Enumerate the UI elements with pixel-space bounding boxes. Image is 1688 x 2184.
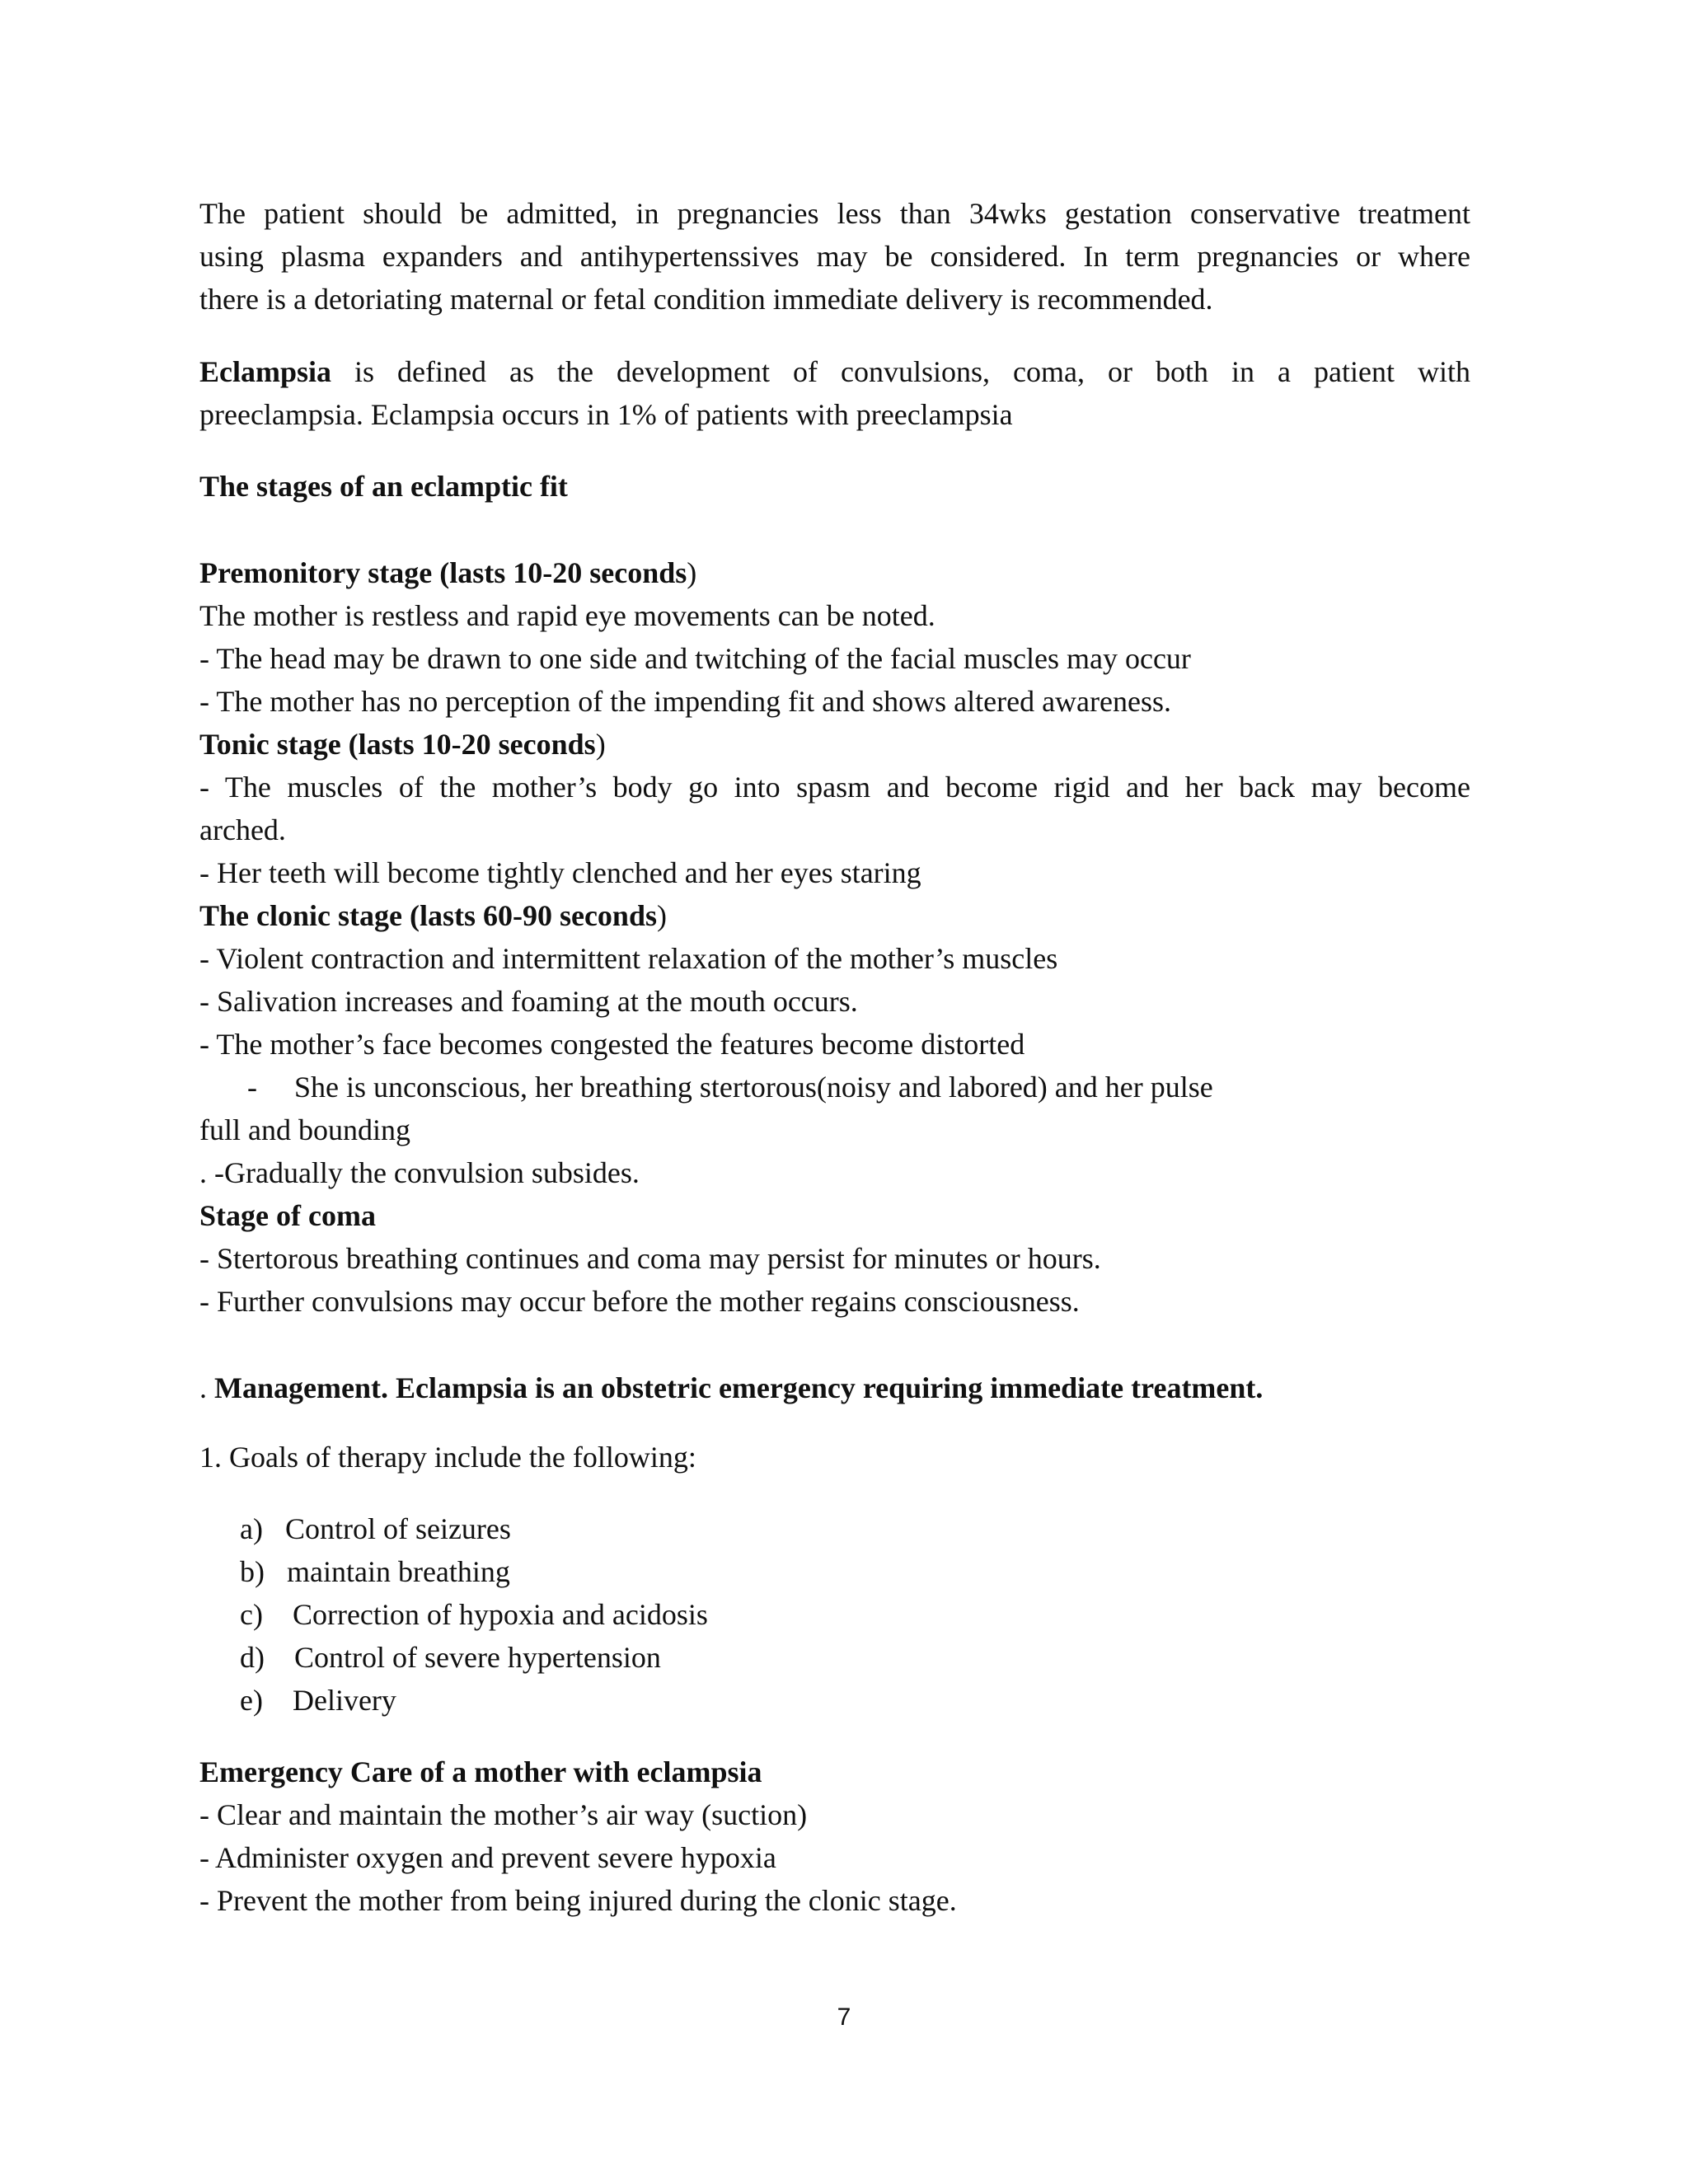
clonic-line: - Violent contraction and intermittent relaxation of the mother’s muscles (199, 942, 1058, 975)
tonic-line-2: arched. (199, 813, 286, 846)
emergency-line: - Administer oxygen and prevent severe hypoxia (199, 1841, 776, 1874)
management-heading (199, 1368, 1263, 1408)
premonitory-heading-tail: ) (687, 556, 697, 589)
goals-list-item: d) Control of severe hypertension (240, 1641, 661, 1674)
tonic-line-1: - The muscles of the mother’s body go into spasm and become rigid and her back may become (199, 771, 1470, 804)
emergency-line: - Clear and maintain the mother’s air way (suction) (199, 1798, 808, 1831)
premonitory-line: - The mother has no perception of the impending fit and shows altered awareness. (199, 685, 1171, 718)
clonic-line: - Salivation increases and foaming at the mouth occurs. (199, 985, 858, 1018)
management-heading-text: Management. Eclampsia is an obstetric emergency requiring immediate treatment. (214, 1371, 1264, 1404)
goals-intro: 1. Goals of therapy include the following: (199, 1441, 696, 1474)
goals-list-item: b) maintain breathing (240, 1555, 510, 1588)
clonic-line-subsides: . -Gradually the convulsion subsides. (199, 1156, 640, 1189)
emergency-line: - Prevent the mother from being injured during the clonic stage. (199, 1884, 957, 1917)
intro-line-1: The patient should be admitted, in pregnancies less than 34wks gestation conservative treatment (199, 197, 1470, 230)
coma-line: - Further convulsions may occur before the mother regains consciousness. (199, 1285, 1080, 1318)
premonitory-line: The mother is restless and rapid eye movements can be noted. (199, 599, 935, 632)
intro-line-2: using plasma expanders and antihypertenssives may be considered. In term pregnancies or where (199, 240, 1470, 273)
clonic-heading (199, 896, 667, 935)
eclampsia-definition-text: is defined as the development of convulsions, coma, or both in a patient with (331, 355, 1470, 388)
intro-line-3: there is a detoriating maternal or fetal condition immediate delivery is recommended. (199, 283, 1213, 316)
tonic-heading-tail: ) (595, 728, 606, 761)
clonic-line: - The mother’s face becomes congested the features become distorted (199, 1028, 1025, 1061)
premonitory-heading (199, 553, 696, 593)
clonic-indented-line: - She is unconscious, her breathing stertorous(noisy and labored) and her pulse (247, 1071, 1213, 1104)
coma-heading: Stage of coma (199, 1199, 376, 1232)
eclampsia-definition-line-2: preeclampsia. Eclampsia occurs in 1% of patients with preeclampsia (199, 398, 1013, 431)
stages-heading: The stages of an eclamptic fit (199, 470, 568, 503)
eclampsia-definition-line-1 (199, 352, 1470, 391)
goals-list-item: e) Delivery (240, 1684, 396, 1717)
eclampsia-term: Eclampsia (199, 355, 332, 388)
management-prefix: . (199, 1371, 214, 1404)
tonic-line-3: - Her teeth will become tightly clenched and her eyes staring (199, 856, 921, 889)
clonic-heading-tail: ) (656, 899, 667, 932)
emergency-heading: Emergency Care of a mother with eclampsia (199, 1755, 762, 1788)
clonic-heading-bold: The clonic stage (lasts 60-90 seconds (199, 899, 657, 932)
tonic-heading-bold: Tonic stage (lasts 10-20 seconds (199, 728, 596, 761)
page-number: 7 (837, 2004, 851, 2031)
tonic-heading (199, 724, 606, 764)
premonitory-line: - The head may be drawn to one side and twitching of the facial muscles may occur (199, 642, 1191, 675)
coma-line: - Stertorous breathing continues and coma may persist for minutes or hours. (199, 1242, 1101, 1275)
clonic-line-full-bounding: full and bounding (199, 1113, 410, 1146)
goals-list-item: a) Control of seizures (240, 1512, 511, 1545)
goals-list-item: c) Correction of hypoxia and acidosis (240, 1598, 708, 1631)
premonitory-heading-bold: Premonitory stage (lasts 10-20 seconds (199, 556, 687, 589)
